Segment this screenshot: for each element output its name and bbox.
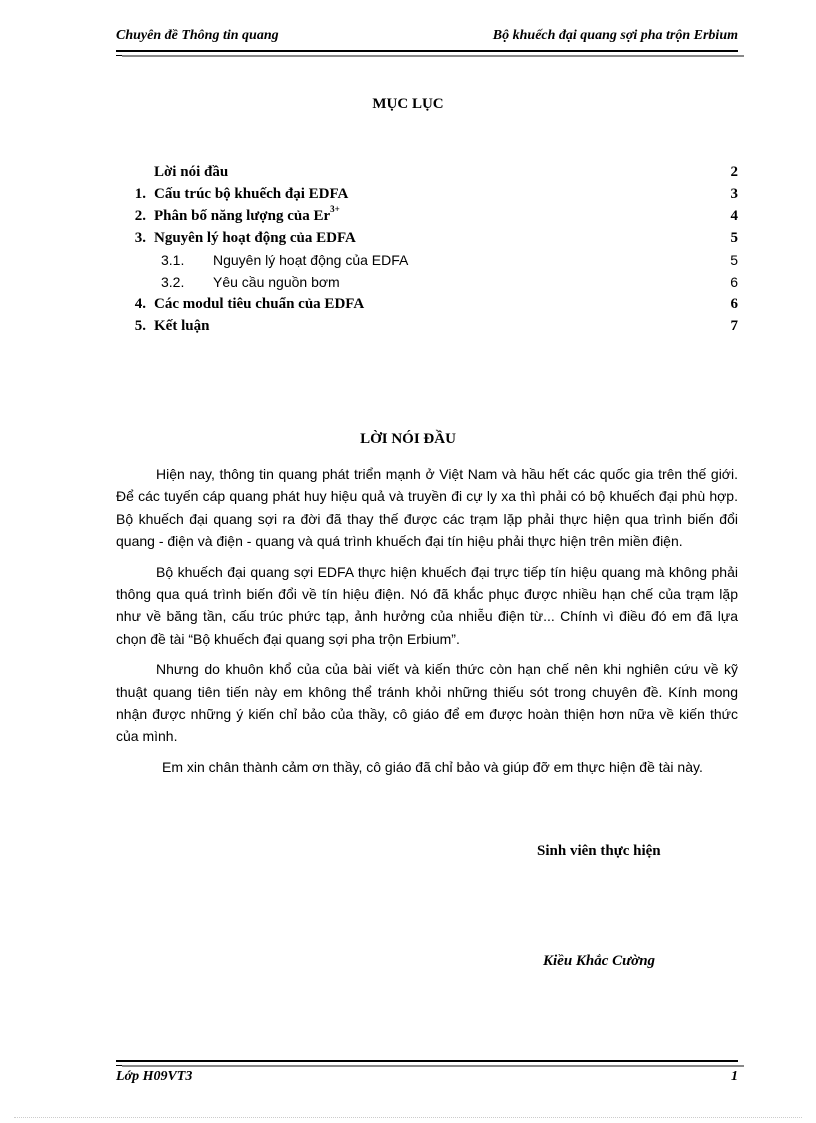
footer-rule-shadow (122, 1065, 744, 1067)
body-paragraph: Nhưng do khuôn khổ của của bài viết và kiến thức còn hạn chế nên khi nghiên cứu về kỹ thuật quang tiên tiến này em không thể tránh khỏi những thiếu sót trong chuyên đề. Kính mong nhận được những ý kiến chỉ bảo của thầy, cô giáo để em được hoàn thiện hơn nữa về kiến thức của mình. (116, 661, 738, 745)
toc-entry-label: Lời nói đầu (154, 164, 229, 180)
toc-entry (116, 227, 738, 249)
toc-entry-page: 4 (730, 208, 738, 224)
superscript-charge: 3+ (330, 204, 340, 214)
page-header (116, 28, 738, 48)
toc-entry-number: 5. (134, 318, 146, 334)
signer-role: Sinh viên thực hiện (537, 843, 661, 859)
toc-entry-page: 6 (730, 296, 738, 312)
toc-entry (116, 183, 738, 205)
toc-entry-number: 3.2. (161, 274, 185, 290)
table-of-contents (116, 161, 738, 337)
toc-entry-number: 2. (134, 208, 146, 224)
toc-entry-label: Phân bố năng lượng của Er (154, 208, 331, 224)
toc-entry-label: Nguyên lý hoạt động của EDFA (213, 252, 409, 268)
toc-entry-label: Các modul tiêu chuẩn của EDFA (154, 296, 365, 312)
page-footer (116, 1069, 738, 1089)
header-document-title: Bộ khuếch đại quang sợi pha trộn Erbium (492, 28, 738, 43)
header-course-title: Chuyên đề Thông tin quang (116, 28, 279, 43)
page-edge-divider (14, 1117, 802, 1118)
toc-entry-number: 3. (134, 230, 146, 246)
toc-entry-page: 3 (730, 186, 738, 202)
toc-entry-number: 4. (134, 296, 146, 312)
toc-entry (116, 205, 738, 227)
toc-title: MỤC LỤC (372, 96, 444, 112)
toc-entry (116, 161, 738, 183)
toc-entry-number: 3.1. (161, 252, 185, 268)
toc-entry-page: 5 (730, 252, 738, 268)
toc-entry-label: Cấu trúc bộ khuếch đại EDFA (154, 186, 349, 202)
toc-entry-page: 7 (730, 318, 738, 334)
preface-body (116, 463, 738, 786)
preface-title: LỜI NÓI ĐẦU (360, 431, 456, 447)
signer-name: Kiều Khắc Cường (543, 953, 656, 969)
toc-subentry (116, 249, 738, 271)
toc-entry-label-with-superscript (154, 205, 340, 227)
footer-class-label: Lớp H09VT3 (116, 1069, 193, 1084)
toc-subentry (116, 271, 738, 293)
toc-entry (116, 315, 738, 337)
body-paragraph: Bộ khuếch đại quang sợi EDFA thực hiện khuếch đại trực tiếp tín hiệu quang mà không phải thông qua quá trình biến đổi về tín hiệu điện. Nó đã khắc phục được nhiều hạn chế của trạm lặp như về băng tần, cấu trúc phức tạp, ảnh hưởng của nhiễu điện từ... Chính vì điều đó em đã lựa chọn đề tài “Bộ khuếch đại quang sợi pha trộn Erbium”. (116, 563, 738, 647)
body-paragraph: Hiện nay, thông tin quang phát triển mạnh ở Việt Nam và hầu hết các quốc gia trên thế giới. Để các tuyến cáp quang phát huy hiệu quả và truyền đi cự ly xa thì phải có bộ khuếch đại phù hợp. Bộ khuếch đại quang sợi ra đời đã thay thế được các trạm lặp phải thực hiện qua trình biến đổi quang - điện và điện - quang và quá trình khuếch đại tín hiệu phải thực hiện trên miền điện. (116, 466, 738, 550)
toc-entry-page: 6 (730, 274, 738, 290)
header-rule-shadow (122, 55, 744, 57)
toc-entry-label: Nguyên lý hoạt động của EDFA (154, 230, 356, 246)
page-number: 1 (731, 1069, 738, 1084)
toc-entry-page: 2 (730, 164, 738, 180)
toc-entry-number: 1. (134, 186, 146, 202)
toc-entry-label: Kết luận (154, 318, 210, 334)
body-paragraph: Em xin chân thành cảm ơn thầy, cô giáo đã chỉ bảo và giúp đỡ em thực hiện đề tài này. (162, 758, 703, 775)
toc-entry-label: Yêu cầu nguồn bơm (213, 274, 340, 290)
toc-entry-page: 5 (730, 230, 738, 246)
toc-entry (116, 293, 738, 315)
